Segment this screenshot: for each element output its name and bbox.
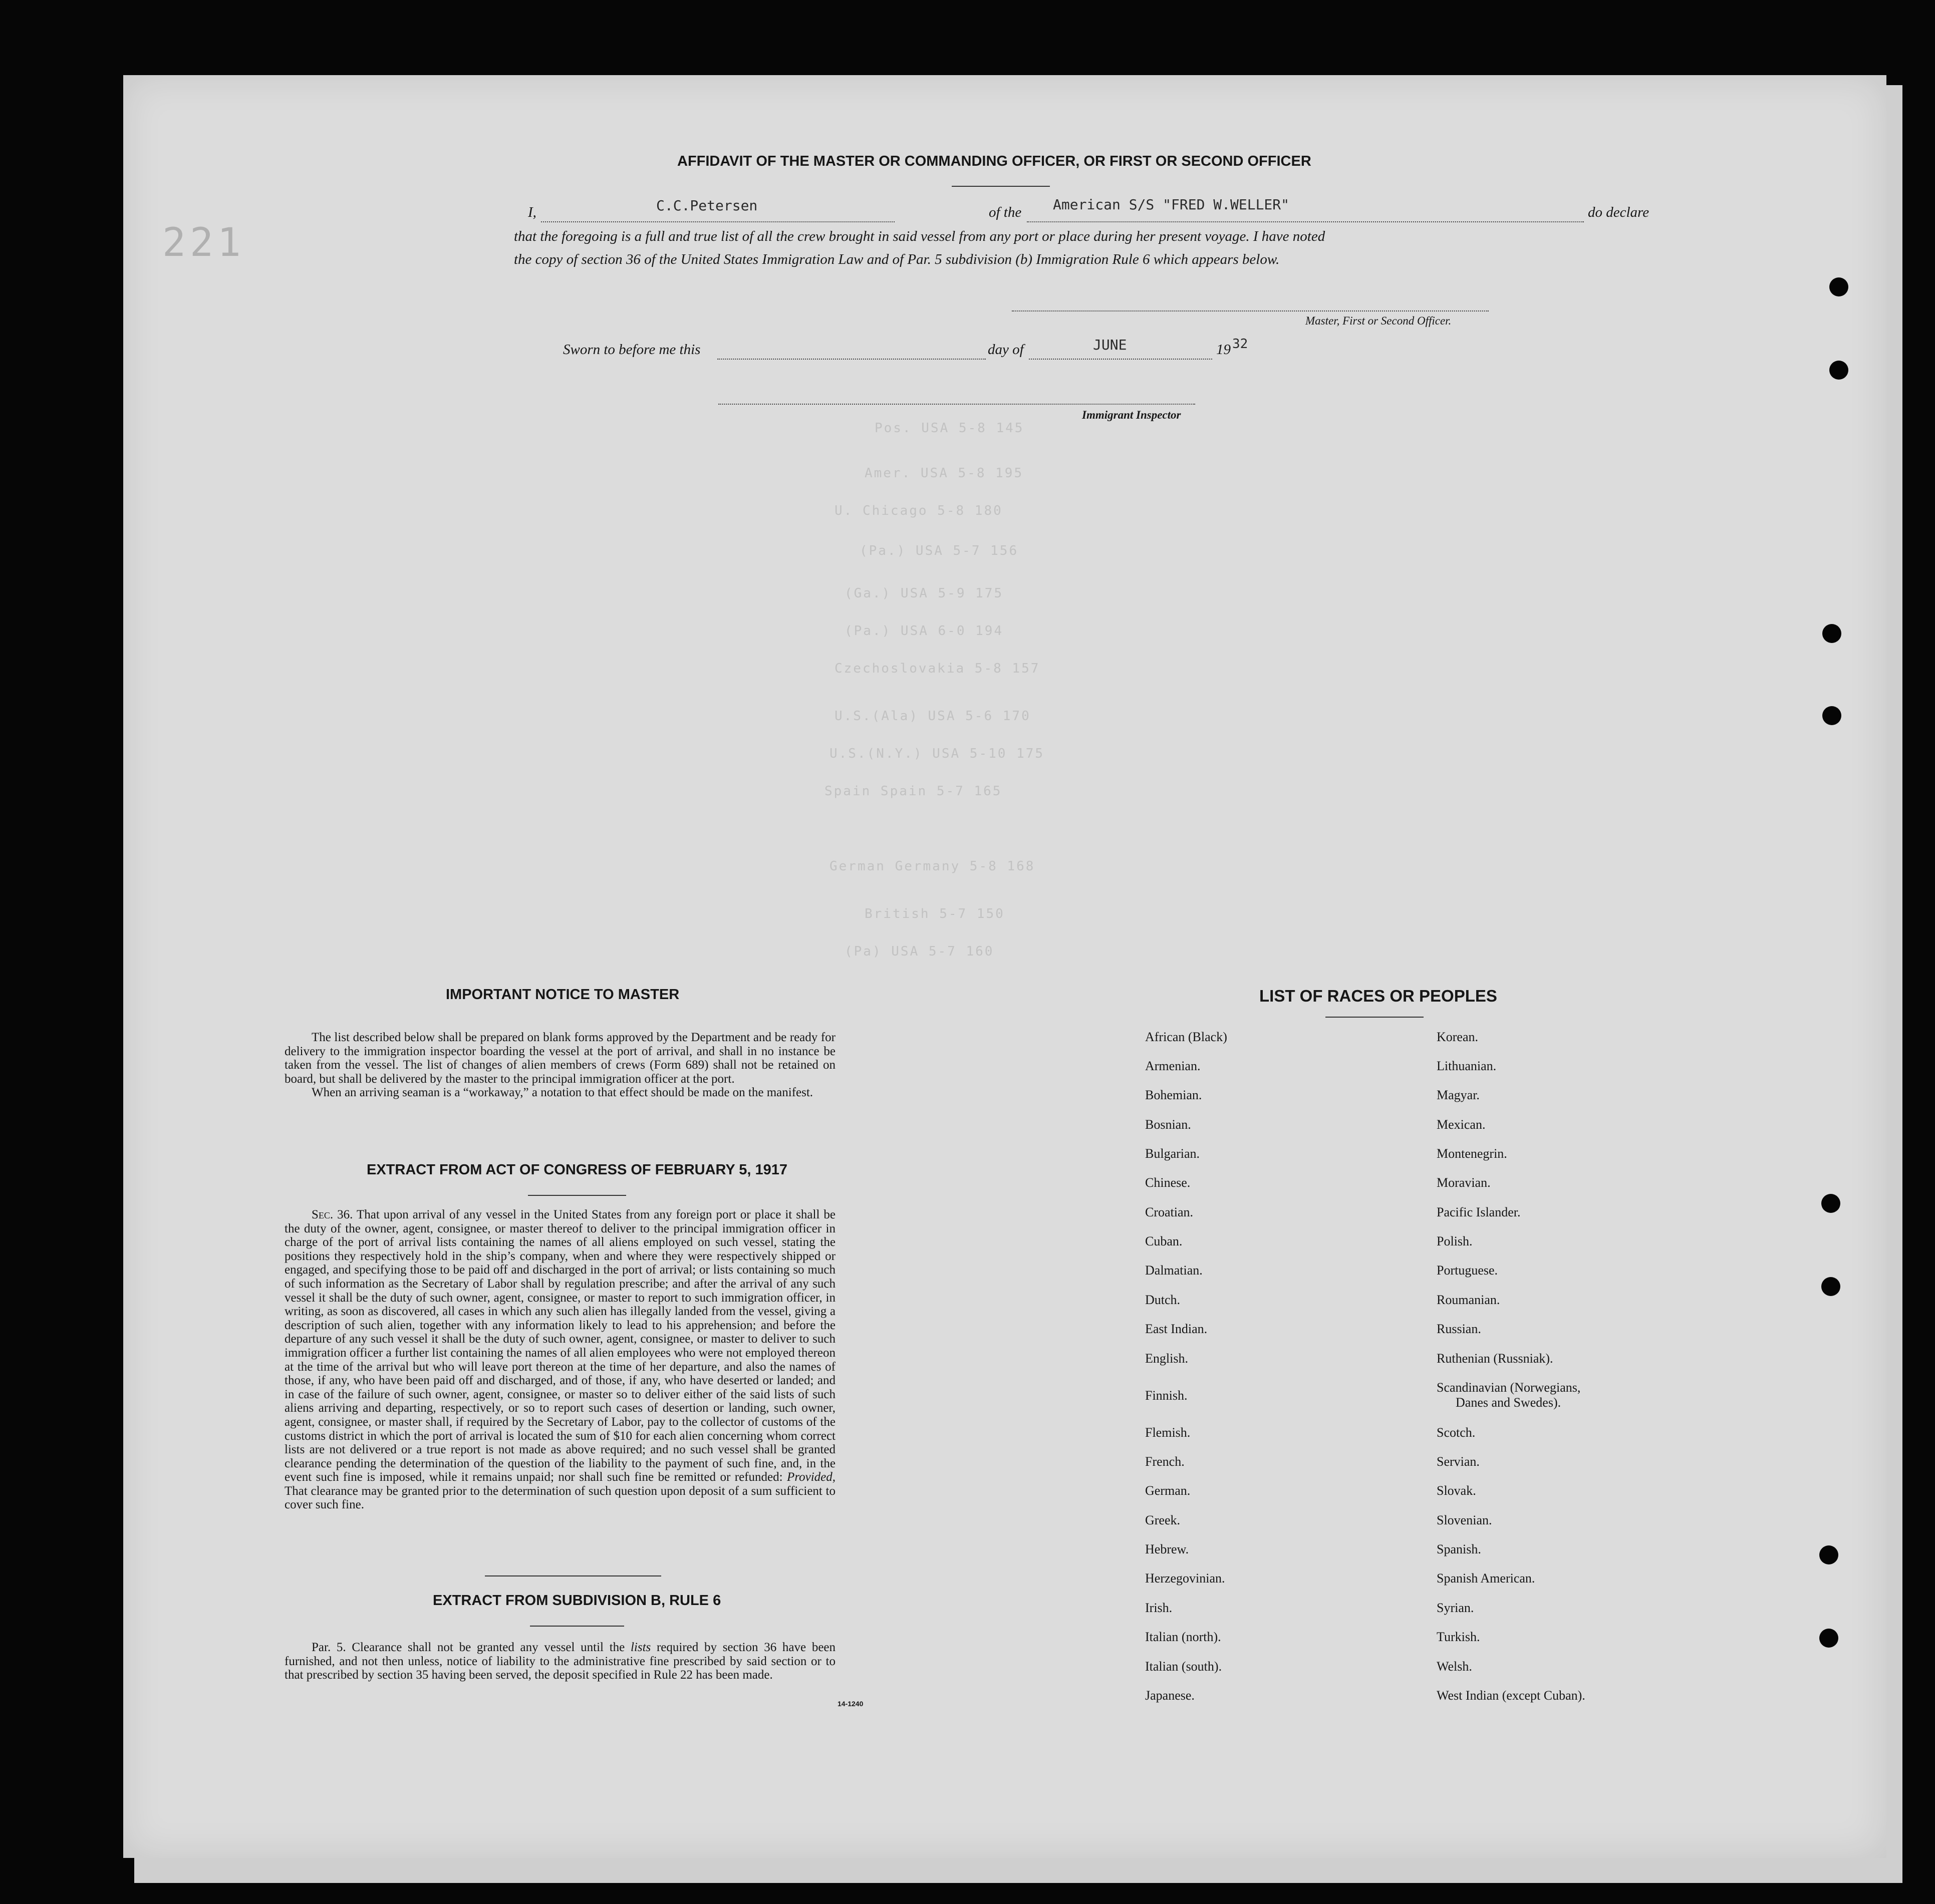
section-divider bbox=[485, 1575, 661, 1576]
title-underline bbox=[952, 186, 1050, 187]
section-36-text bbox=[285, 1208, 836, 1512]
bleed-line: (Pa.) USA 6-0 194 bbox=[845, 623, 1004, 639]
inspector-label: Immigrant Inspector bbox=[1082, 409, 1181, 421]
act-body bbox=[285, 1208, 836, 1512]
bleed-line: (Pa) USA 5-7 160 bbox=[845, 944, 994, 959]
rule6-body bbox=[285, 1641, 836, 1682]
race-item: Scotch. bbox=[1437, 1425, 1476, 1440]
race-item: Finnish. bbox=[1145, 1388, 1188, 1403]
sworn-day-field bbox=[717, 348, 986, 360]
notice-body bbox=[285, 1031, 836, 1100]
section-text-main: That upon arrival of any vessel in the United States from any foreign port or place it shall be the duty of the owner, agent, consignee, or master thereof to deliver to the principal immigration officer in charge of the port of arrival lists containing the names of all aliens employed on such vessel, stating the positions they respectively hold in the ship’s company, when and where they were respectively shipped or engaged, and specifying those to be paid off and discharged in the port of arrival; or lists containing so much of such information as the Secretary of Labor shall by regulation prescribe; and after the arrival of any such vessel it shall be the duty of such owner, agent, consignee, or master to report to such immigration officer, in writing, as soon as discovered, all cases in which any such alien has illegally landed from the vessel, giving a description of such alien, together with any information likely to lead to his apprehension; and before the departure of any such vessel it shall be the duty of such owner, agent, consignee, or master to deliver to such immigration officer a further list containing the names of all alien employees who were not employed thereon at the time of the arrival but who will leave port thereon at the time of her departure, and also the names of those, if any, who have been paid off and discharged, and of those, if any, who have deserted or landed; and in case of the failure of such owner, agent, consignee, or master so to deliver either of the said lists of such aliens arriving and departing, respectively, or so to report such cases of desertion or landing, such owner, agent, consignee, or master shall, if required by the Secretary of Labor, pay to the collector of customs of the customs district in which the port of arrival is located the sum of $10 for each alien concerning whom correct lists are not delivered or a true report is not made as above required; and no such vessel shall be granted clearance pending the determination of the question of the liability to the payment of such fine, and, in the event such fine is imposed, while it remains unpaid; nor shall such fine be remitted or refunded: bbox=[285, 1208, 836, 1484]
sworn-prefix: Sworn to before me this bbox=[563, 342, 701, 358]
race-item: Italian (north). bbox=[1145, 1630, 1221, 1644]
bleed-line: Pos. USA 5-8 145 bbox=[875, 421, 1024, 436]
punch-hole bbox=[1829, 277, 1848, 296]
rule6-heading-underline bbox=[530, 1626, 624, 1627]
sworn-day-of: day of bbox=[988, 342, 1024, 358]
punch-hole bbox=[1822, 624, 1841, 643]
race-item: Welsh. bbox=[1437, 1659, 1472, 1674]
race-item: Polish. bbox=[1437, 1234, 1473, 1248]
race-item-continuation: Danes and Swedes). bbox=[1456, 1395, 1561, 1410]
race-item: Bosnian. bbox=[1145, 1117, 1191, 1132]
race-item: Dutch. bbox=[1145, 1293, 1181, 1307]
race-item: English. bbox=[1145, 1351, 1188, 1366]
race-item: Spanish. bbox=[1437, 1542, 1481, 1556]
race-item: German. bbox=[1145, 1483, 1191, 1498]
bleed-line: German Germany 5-8 168 bbox=[830, 859, 1035, 874]
section-label: Sec. 36. bbox=[312, 1208, 353, 1221]
race-item: East Indian. bbox=[1145, 1322, 1208, 1336]
rule6-text-a: Par. 5. Clearance shall not be granted any vessel until the bbox=[312, 1641, 625, 1654]
officer-name: C.C.Petersen bbox=[656, 197, 758, 214]
punch-hole bbox=[1821, 1277, 1840, 1296]
race-item: Slovak. bbox=[1437, 1483, 1476, 1498]
notice-heading: IMPORTANT NOTICE TO MASTER bbox=[446, 987, 680, 1003]
rule6-text-b: required by section 36 have been furnished, and not then unless, notice of liability to the administrative fine prescribed by said section or to that prescribed by section 35 having been served, the deposit specified in Rule 22 has been made. bbox=[285, 1641, 836, 1682]
race-item: Croatian. bbox=[1145, 1205, 1194, 1219]
affidavit-title: AFFIDAVIT OF THE MASTER OR COMMANDING OFFICER, OR FIRST OR SECOND OFFICER bbox=[677, 153, 1311, 169]
affidavit-line3: the copy of section 36 of the United States Immigration Law and of Par. 5 subdivision (b) Immigration Rule 6 which appears below. bbox=[514, 251, 1280, 267]
race-item: Turkish. bbox=[1437, 1630, 1480, 1644]
affidavit-line1-mid: of the bbox=[989, 204, 1022, 220]
bleed-line: U.S.(N.Y.) USA 5-10 175 bbox=[830, 746, 1045, 761]
punch-hole bbox=[1821, 1194, 1840, 1213]
race-item: Irish. bbox=[1145, 1601, 1173, 1615]
race-item: Chinese. bbox=[1145, 1175, 1191, 1190]
master-signature-label: Master, First or Second Officer. bbox=[1305, 314, 1452, 327]
race-item: Flemish. bbox=[1145, 1425, 1191, 1440]
race-item: Roumanian. bbox=[1437, 1293, 1500, 1307]
race-item: Korean. bbox=[1437, 1030, 1479, 1044]
affidavit-line1-prefix: I, bbox=[528, 204, 536, 220]
race-item: Herzegovinian. bbox=[1145, 1571, 1225, 1585]
race-item: Hebrew. bbox=[1145, 1542, 1189, 1556]
notice-para-1: The list described below shall be prepared on blank forms approved by the Department and be ready for delivery to the immigration inspector boarding the vessel at the port of arrival, and shall in no instance be taken from the vessel. The list of changes of alien members of crews (Form 689) shall not be retained on board, but shall be delivered by the master to the principal immigration officer at the port. bbox=[285, 1031, 836, 1086]
bleed-line: (Ga.) USA 5-9 175 bbox=[845, 586, 1004, 601]
punch-hole bbox=[1819, 1545, 1838, 1564]
margin-number: 221 bbox=[162, 220, 245, 265]
document-page bbox=[123, 75, 1886, 1858]
race-item: Syrian. bbox=[1437, 1601, 1474, 1615]
provided-word: Provided, bbox=[787, 1470, 836, 1484]
affidavit-line1-suffix: do declare bbox=[1588, 204, 1649, 220]
race-item: Slovenian. bbox=[1437, 1513, 1492, 1527]
affidavit-line2: that the foregoing is a full and true list of all the crew brought in said vessel from any port or place during her present voyage. I have noted bbox=[514, 228, 1325, 244]
race-item: Portuguese. bbox=[1437, 1263, 1498, 1278]
section-text-end: That clearance may be granted prior to the determination of such question upon deposit of a sum sufficient to cover such fine. bbox=[285, 1484, 836, 1512]
bleed-line: U.S.(Ala) USA 5-6 170 bbox=[835, 709, 1031, 724]
inspector-signature-line bbox=[718, 404, 1195, 405]
sworn-month: JUNE bbox=[1093, 337, 1127, 353]
race-item: Spanish American. bbox=[1437, 1571, 1535, 1585]
race-item: Scandinavian (Norwegians, bbox=[1437, 1380, 1581, 1395]
race-item: Montenegrin. bbox=[1437, 1146, 1507, 1161]
sworn-year-suffix: 32 bbox=[1232, 337, 1248, 352]
punch-hole bbox=[1819, 1629, 1838, 1648]
race-item: Mexican. bbox=[1437, 1117, 1486, 1132]
punch-hole bbox=[1822, 706, 1841, 725]
bleed-line: Amer. USA 5-8 195 bbox=[865, 466, 1024, 481]
notice-para-2: When an arriving seaman is a “workaway,” a notation to that effect should be made on the manifest. bbox=[312, 1086, 813, 1100]
bleed-line: Spain Spain 5-7 165 bbox=[824, 784, 1002, 799]
race-item: Cuban. bbox=[1145, 1234, 1183, 1248]
form-number: 14-1240 bbox=[838, 1700, 864, 1708]
master-signature-line bbox=[1012, 310, 1489, 311]
race-item: Magyar. bbox=[1437, 1088, 1480, 1102]
sworn-year-prefix: 19 bbox=[1216, 342, 1231, 358]
race-item: Ruthenian (Russniak). bbox=[1437, 1351, 1553, 1366]
bleed-line: (Pa.) USA 5-7 156 bbox=[860, 543, 1019, 558]
rule6-para bbox=[285, 1641, 836, 1682]
race-item: Bulgarian. bbox=[1145, 1146, 1200, 1161]
races-heading-underline bbox=[1325, 1017, 1424, 1018]
bleed-line: British 5-7 150 bbox=[865, 906, 1005, 921]
punch-hole bbox=[1829, 361, 1848, 380]
race-item: Greek. bbox=[1145, 1513, 1181, 1527]
race-item: Armenian. bbox=[1145, 1059, 1201, 1073]
races-heading: LIST OF RACES OR PEOPLES bbox=[1259, 987, 1497, 1005]
race-item: Pacific Islander. bbox=[1437, 1205, 1521, 1219]
race-item: Russian. bbox=[1437, 1322, 1481, 1336]
rule6-heading: EXTRACT FROM SUBDIVISION B, RULE 6 bbox=[433, 1593, 721, 1609]
act-heading: EXTRACT FROM ACT OF CONGRESS OF FEBRUARY 5, 1917 bbox=[367, 1162, 788, 1178]
race-item: West Indian (except Cuban). bbox=[1437, 1688, 1585, 1703]
race-item: Lithuanian. bbox=[1437, 1059, 1497, 1073]
race-item: Dalmatian. bbox=[1145, 1263, 1203, 1278]
race-item: African (Black) bbox=[1145, 1030, 1227, 1044]
vessel-name: American S/S "FRED W.WELLER" bbox=[1053, 196, 1290, 213]
race-item: Moravian. bbox=[1437, 1175, 1491, 1190]
race-item: French. bbox=[1145, 1454, 1185, 1469]
lists-word: lists bbox=[630, 1641, 651, 1654]
bleed-line: U. Chicago 5-8 180 bbox=[835, 503, 1003, 518]
act-heading-underline bbox=[528, 1195, 626, 1196]
race-item: Servian. bbox=[1437, 1454, 1480, 1469]
race-item: Bohemian. bbox=[1145, 1088, 1202, 1102]
bleed-line: Czechoslovakia 5-8 157 bbox=[835, 661, 1040, 676]
race-item: Italian (south). bbox=[1145, 1659, 1222, 1674]
race-item: Japanese. bbox=[1145, 1688, 1195, 1703]
